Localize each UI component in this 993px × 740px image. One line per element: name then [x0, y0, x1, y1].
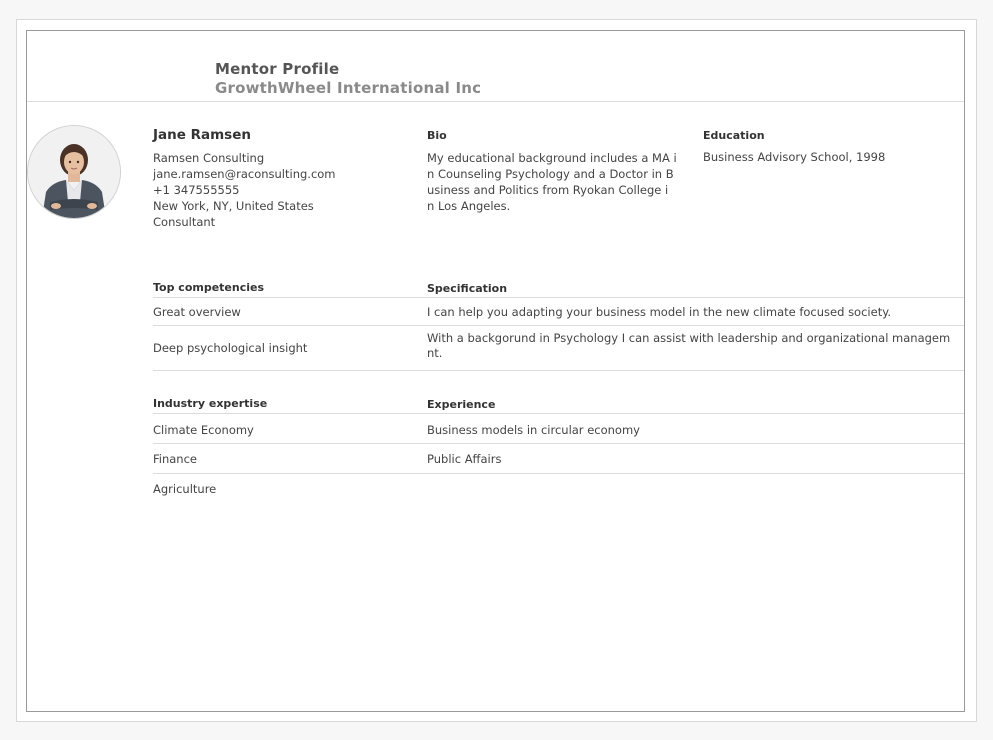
- table-row: [153, 444, 964, 474]
- competency-name: Deep psychological insight: [153, 341, 308, 355]
- contact-info: [153, 150, 336, 230]
- table-row: [153, 298, 964, 326]
- experience-item: Business models in circular economy: [427, 423, 640, 437]
- spec-line: nt.: [427, 346, 443, 360]
- location: New York, NY, United States: [153, 199, 314, 213]
- table-row: [153, 326, 964, 371]
- experience-header: Experience: [427, 398, 496, 411]
- competencies-header: Top competencies: [153, 281, 265, 294]
- education-heading: Education: [703, 129, 765, 142]
- competency-spec: I can help you adapting your business model in the new climate focused society.: [427, 305, 892, 319]
- email-address: jane.ramsen@raconsulting.com: [153, 167, 336, 181]
- table-header: [153, 277, 964, 298]
- competency-spec: [427, 331, 950, 361]
- company-name: Ramsen Consulting: [153, 151, 265, 165]
- competencies-table: [153, 277, 964, 371]
- table-row: [153, 414, 964, 444]
- avatar-photo-icon: [28, 126, 120, 218]
- table-header: [153, 393, 964, 414]
- competency-name: Great overview: [153, 305, 241, 319]
- industry-name: Climate Economy: [153, 423, 254, 437]
- avatar: [27, 125, 121, 219]
- industry-header: Industry expertise: [153, 397, 268, 410]
- bio-line: n Los Angeles.: [427, 199, 511, 213]
- industry-name: Finance: [153, 452, 197, 466]
- bio-line: n Counseling Psychology and a Doctor in B: [427, 167, 674, 181]
- specification-header: Specification: [427, 282, 508, 295]
- bio-line: usiness and Politics from Ryokan College i: [427, 183, 669, 197]
- spec-line: With a backgorund in Psychology I can assist with leadership and organizational managem: [427, 331, 951, 345]
- industry-name: Agriculture: [153, 482, 217, 496]
- role: Consultant: [153, 215, 216, 229]
- industry-table: [153, 393, 964, 503]
- education-text: Business Advisory School, 1998: [703, 150, 886, 164]
- bio-heading: Bio: [427, 129, 447, 142]
- profile-page: [26, 30, 965, 712]
- header-divider: [27, 101, 964, 102]
- bio-line: My educational background includes a MA i: [427, 151, 677, 165]
- experience-item: Public Affairs: [427, 452, 502, 466]
- table-row: [153, 474, 964, 503]
- mentor-name: Jane Ramsen: [153, 127, 251, 143]
- page-title: Mentor Profile: [215, 60, 340, 78]
- phone-number: +1 347555555: [153, 183, 240, 197]
- organization-name: GrowthWheel International Inc: [215, 79, 482, 97]
- bio-text: [427, 150, 697, 214]
